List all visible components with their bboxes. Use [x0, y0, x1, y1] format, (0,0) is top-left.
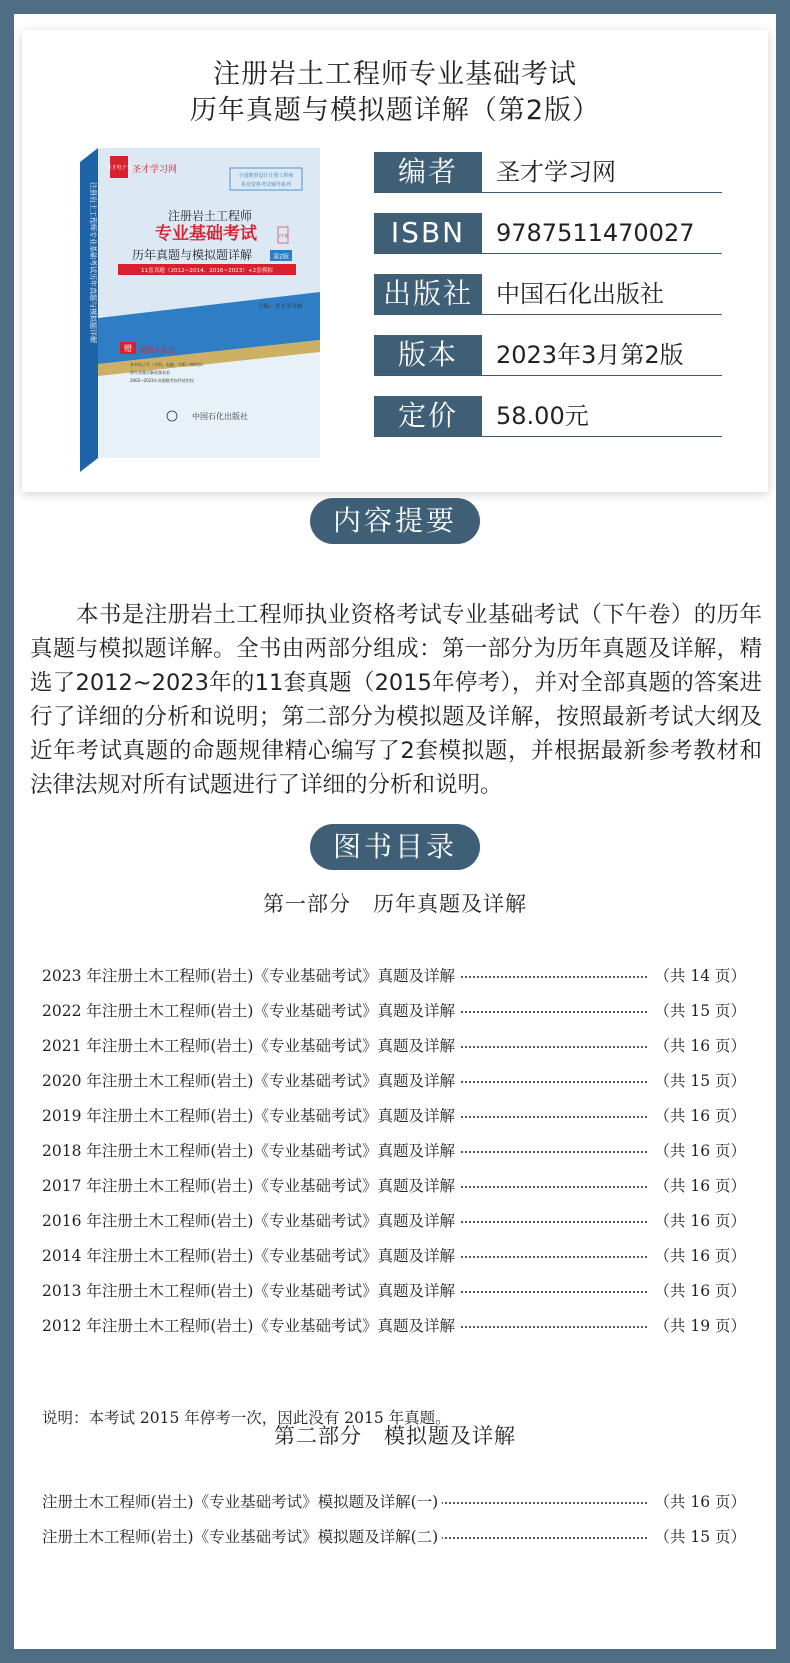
toc-item: 2016 年注册土木工程师(岩土)《专业基础考试》真题及详解 （共 16 页）: [42, 1209, 746, 1233]
toc-item: 2012 年注册土木工程师(岩土)《专业基础考试》真题及详解 （共 19 页）: [42, 1314, 746, 1338]
book-title-line2: 历年真题与模拟题详解（第2版）: [189, 95, 601, 126]
book-cover-image: [80, 142, 320, 472]
cover-gift-item-3: 2002~2023年真题模考软件使用权: [130, 378, 194, 383]
cover-brand-name: 圣才学习网: [132, 165, 178, 175]
info-value-isbn: 9787511470027: [496, 219, 695, 247]
toc-item: 2017 年注册土木工程师(岩土)《专业基础考试》真题及详解 （共 16 页）: [42, 1174, 746, 1198]
info-label-publisher: 出版社: [374, 274, 482, 314]
toc-part2-title: 第二部分 模拟题及详解: [274, 1424, 516, 1448]
book-info-card: [22, 30, 768, 492]
cover-spine-text: 注册岩土工程师专业基础考试历年真题与模拟题详解: [89, 182, 97, 343]
cover-subtitle: 11套真题（2012~2014、2016~2023）+2套模拟: [140, 268, 274, 274]
cover-line2-tag: 下午卷: [277, 234, 289, 238]
cover-publisher-logo: 中国石化出版社: [192, 412, 248, 421]
toc-item: 2022 年注册土木工程师(岩土)《专业基础考试》真题及详解 （共 15 页）: [42, 999, 746, 1023]
info-row-publisher: [374, 274, 722, 315]
cover-line2: 专业基础考试: [155, 224, 257, 244]
info-label-edition: 版本: [374, 335, 482, 375]
toc-part1-title: 第一部分 历年真题及详解: [263, 892, 527, 916]
toc-item: 2019 年注册土木工程师(岩土)《专业基础考试》真题及详解 （共 16 页）: [42, 1104, 746, 1128]
info-value-publisher: 中国石化出版社: [496, 280, 664, 308]
cover-line3: 历年真题与模拟题详解: [131, 248, 253, 262]
toc-item: 2014 年注册土木工程师(岩土)《专业基础考试》真题及详解 （共 16 页）: [42, 1244, 746, 1268]
cover-series-note-2: 执业资格考试辅导系列: [240, 182, 292, 188]
info-row-editor: [374, 152, 722, 193]
toc-heading: 图书目录: [310, 824, 480, 870]
info-row-isbn: [374, 213, 722, 254]
info-value-edition: 2023年3月第2版: [496, 341, 684, 369]
info-label-price: 定价: [374, 396, 482, 436]
toc-item: 注册土木工程师(岩土)《专业基础考试》模拟题及详解(一) （共 16 页）: [42, 1490, 746, 1514]
info-value-editor: 圣才学习网: [496, 158, 616, 186]
toc-item: 2020 年注册土木工程师(岩土)《专业基础考试》真题及详解 （共 15 页）: [42, 1069, 746, 1093]
cover-series-note-1: 全国勘察设计注册工程师: [238, 173, 294, 179]
summary-text: 本书是注册岩土工程师执业资格考试专业基础考试（下午卷）的历年真题与模拟题详解。全书由两部分组成：第一部分为历年真题及详解，精选了2012~2023年的11套真题（2015年停考），并对全部真题的答案进行了详细的分析和说明；第二部分为模拟题及详解，按照最新考试大纲及近年考试真题的命题规律精心编写了2套模拟题，并根据最新参考教材和法律法规对所有试题进行了详细的分析和说明。: [30, 602, 762, 798]
summary-heading: 内容提要: [310, 498, 480, 544]
toc-part1-note: 说明：本考试 2015 年停考一次，因此没有 2015 年真题。: [42, 1409, 451, 1427]
cover-edition-tag: 第2版: [273, 253, 289, 261]
cover-line1: 注册岩土工程师: [167, 209, 253, 223]
page-frame: [14, 14, 776, 1649]
toc-item: 2013 年注册土木工程师(岩土)《专业基础考试》真题及详解 （共 16 页）: [42, 1279, 746, 1303]
toc-item: 2018 年注册土木工程师(岩土)《专业基础考试》真题及详解 （共 16 页）: [42, 1139, 746, 1163]
info-value-price: 58.00元: [496, 402, 589, 430]
info-row-edition: [374, 335, 722, 376]
toc-item: 注册土木工程师(岩土)《专业基础考试》模拟题及详解(二) （共 15 页）: [42, 1525, 746, 1549]
cover-gift-item-2: 部分真题详解视频看看: [130, 370, 170, 375]
cover-brand-badge: 圣才电子书: [106, 165, 132, 171]
info-label-isbn: ISBN: [374, 213, 482, 253]
cover-gift-badge: 赠: [124, 344, 132, 353]
toc-item: 2023 年注册土木工程师(岩土)《专业基础考试》真题及详解 （共 14 页）: [42, 964, 746, 988]
cover-gift-title: 超值大礼包: [140, 346, 175, 354]
info-row-price: [374, 396, 722, 437]
info-label-editor: 编者: [374, 152, 482, 192]
toc-item: 2021 年注册土木工程师(岩土)《专业基础考试》真题及详解 （共 16 页）: [42, 1034, 746, 1058]
cover-gift-item-1: 本书电子书（手机、电脑、平板三端同步）: [130, 362, 206, 367]
book-title-line1: 注册岩土工程师专业基础考试: [213, 59, 577, 90]
cover-editor: 主编：圣才学习网: [257, 304, 303, 310]
